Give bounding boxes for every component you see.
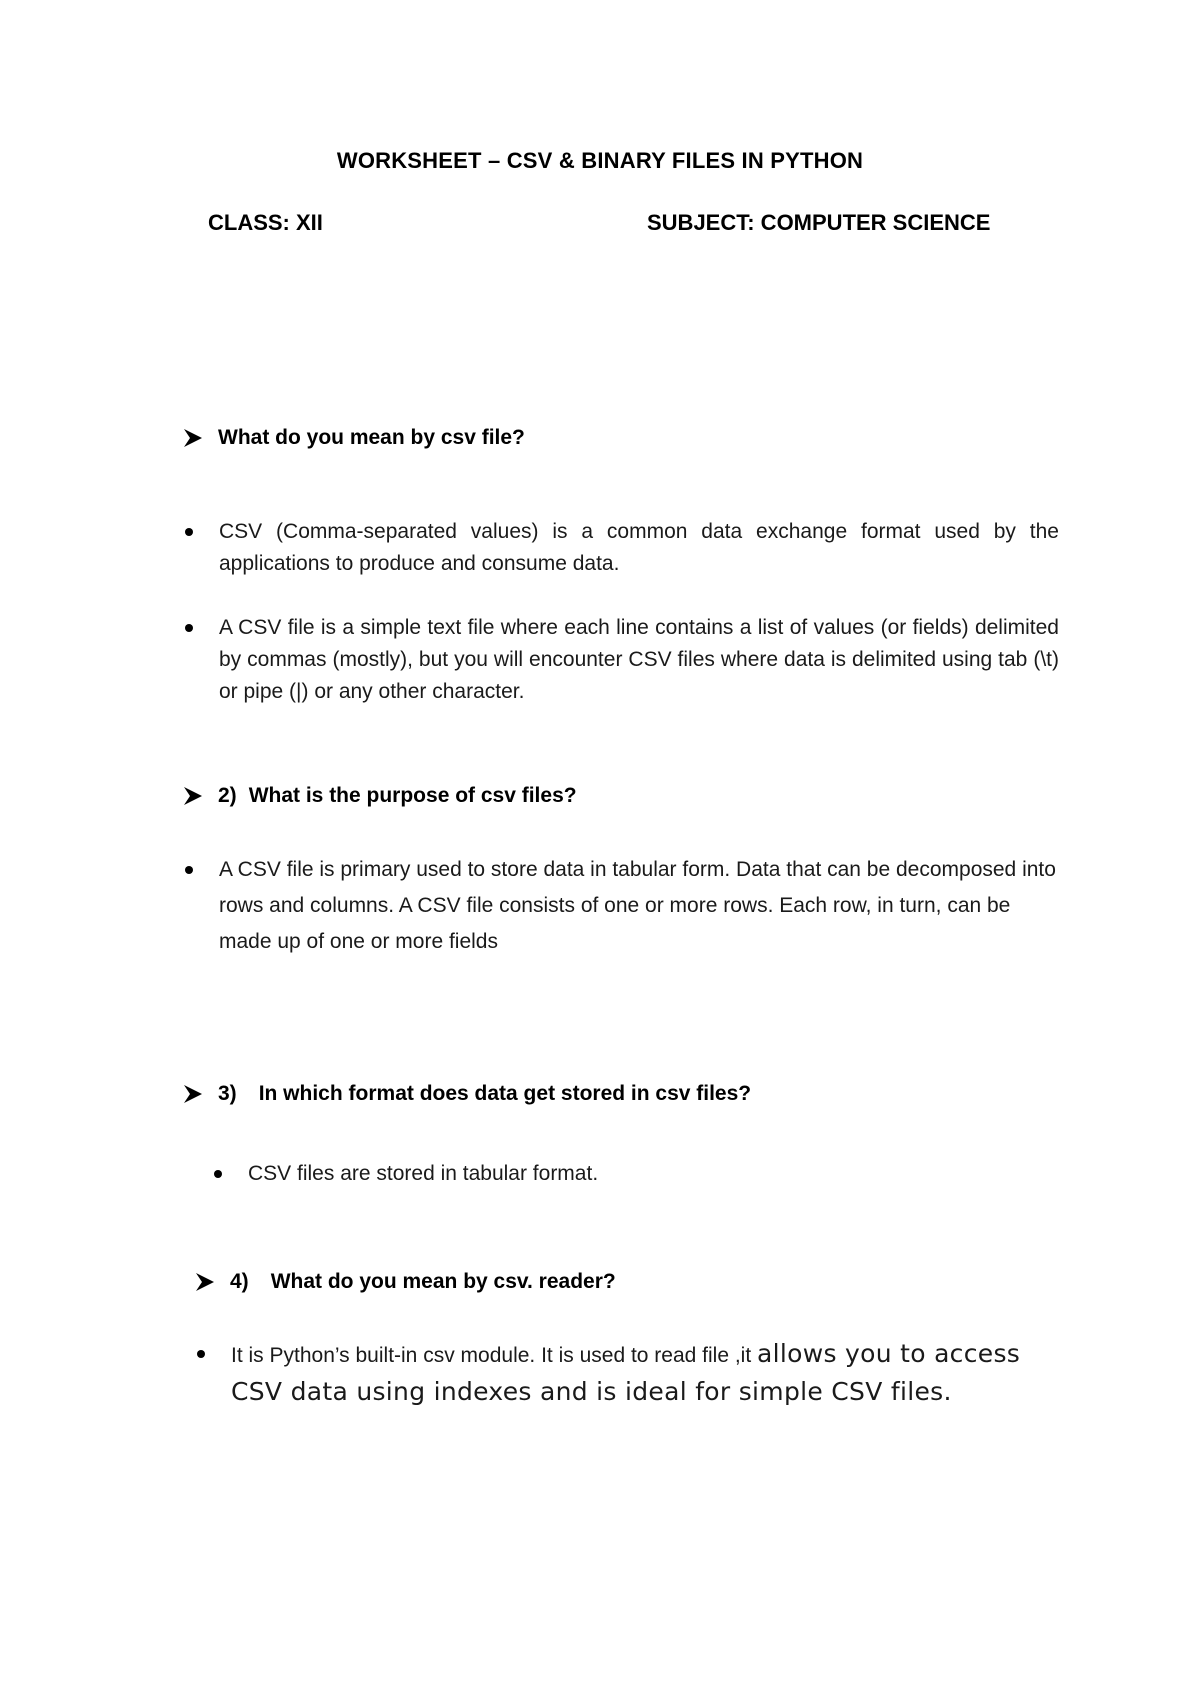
q1-answer-2-text: A CSV file is a simple text file where each line contains a list of values (or fields) delimited by commas (mostly), but you will encounter CSV files where data is delimited using tab (\t) or pipe (|) or any other character. (219, 616, 1059, 703)
bullet-dot-icon (197, 1350, 205, 1358)
page-title: WORKSHEET – CSV & BINARY FILES IN PYTHON (336, 148, 864, 173)
question-1 (182, 426, 525, 450)
question-4 (194, 1270, 616, 1294)
class-label: CLASS: XII (208, 210, 323, 235)
question-2 (182, 784, 577, 808)
q1-answer-1 (219, 516, 1059, 580)
question-4-text: What do you mean by csv. reader? (270, 1270, 616, 1293)
q2-answer (219, 852, 1059, 960)
bullet-dot-icon (185, 528, 193, 536)
question-2-number: 2) (218, 784, 237, 807)
q1-answer-1-text: CSV (Comma-separated values) is a common data exchange format used by the applications to produce and consume data. (219, 520, 1059, 575)
arrow-bullet-icon (182, 1083, 204, 1105)
bullet-dot-icon (185, 866, 193, 874)
q4-answer-text-part1: It is Python’s built-in csv module. It is used to read file ,it (231, 1344, 758, 1367)
arrow-bullet-icon (182, 785, 204, 807)
q3-answer-text: CSV files are stored in tabular format. (248, 1162, 599, 1185)
q4-answer-text-part2: allows you to access CSV data using indexes and is ideal for simple CSV files. (231, 1339, 1021, 1406)
arrow-bullet-icon (194, 1271, 216, 1293)
bullet-dot-icon (214, 1170, 222, 1178)
q1-answer-2 (219, 612, 1059, 708)
q3-answer (248, 1158, 1048, 1190)
bullet-dot-icon (185, 624, 193, 632)
question-4-number: 4) (230, 1270, 249, 1293)
question-2-text: What is the purpose of csv files? (248, 784, 577, 807)
subject-label: SUBJECT: COMPUTER SCIENCE (647, 210, 991, 235)
question-3 (182, 1082, 751, 1106)
q4-answer (231, 1336, 1061, 1412)
question-3-text: In which format does data get stored in csv files? (258, 1082, 752, 1105)
question-3-number: 3) (218, 1082, 237, 1105)
q2-answer-text: A CSV file is primary used to store data in tabular form. Data that can be decomposed into rows and columns. A CSV file consists of one or more rows. Each row, in turn, can be made up of one or more fields (219, 858, 1056, 953)
arrow-bullet-icon (182, 427, 204, 449)
question-1-text: What do you mean by csv file? (218, 426, 525, 449)
